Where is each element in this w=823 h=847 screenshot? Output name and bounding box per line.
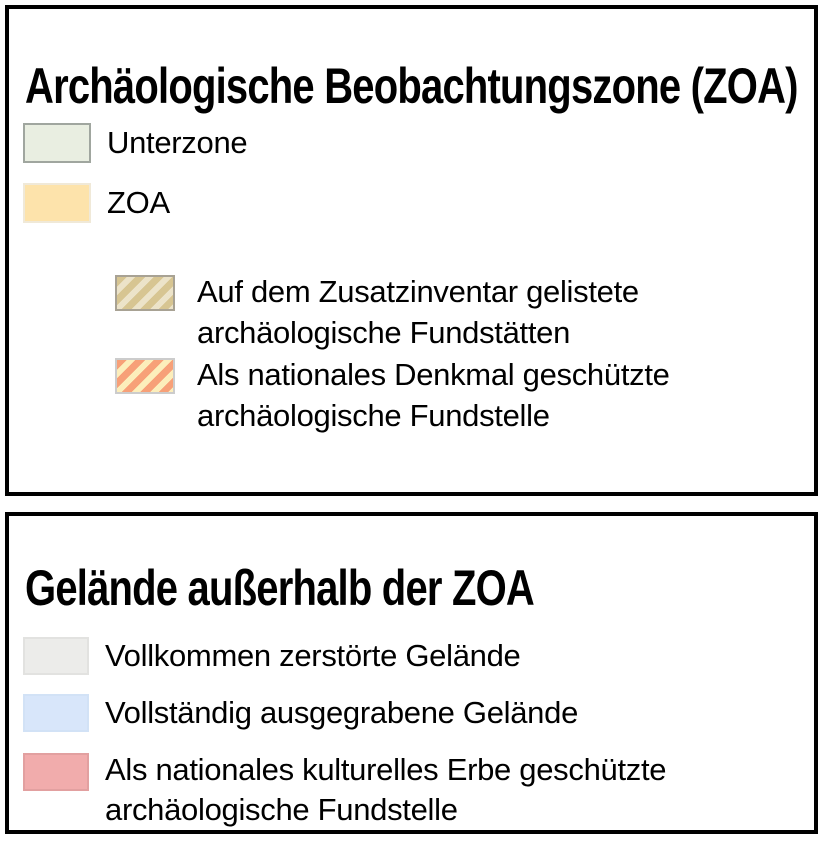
legend-item-label: Auf dem Zusatzinventar gelistete archäologische Fundstätten	[197, 274, 639, 350]
legend-item-denkmal	[115, 358, 814, 436]
legend-item-label: Als nationales kulturelles Erbe geschützte archäologische Fundstelle	[105, 752, 667, 827]
legend-item-kulturerbe	[23, 753, 814, 830]
zoa-swatch	[23, 183, 91, 223]
legend-item-ausgegrabene-gelaende	[23, 693, 814, 733]
legend-item-label: Als nationales Denkmal geschützte archäologische Fundstelle	[197, 357, 670, 433]
ausgegrabene-gelaende-swatch	[23, 694, 89, 732]
unterzone-swatch	[23, 123, 91, 163]
zusatzinventar-hatched-swatch	[115, 275, 175, 311]
kulturerbe-swatch	[23, 753, 89, 791]
zerstoerte-gelaende-swatch	[23, 637, 89, 675]
legend-item-label: ZOA	[107, 185, 170, 220]
legend-item-zusatzinventar	[115, 275, 814, 353]
legend-item-zerstoerte-gelaende	[23, 636, 814, 676]
legend-item-zoa	[23, 183, 814, 223]
legend-item-unterzone	[23, 123, 814, 163]
outside-zoa-legend-panel	[5, 512, 818, 834]
denkmal-hatched-swatch	[115, 358, 175, 394]
legend-item-label: Vollständig ausgegrabene Gelände	[105, 695, 579, 730]
outside-panel-title: Gelände außerhalb der ZOA	[25, 560, 535, 616]
zoa-legend-panel	[5, 5, 818, 496]
legend-item-label: Unterzone	[107, 125, 248, 160]
zoa-panel-title: Archäologische Beobachtungszone (ZOA)	[25, 58, 798, 114]
legend-item-label: Vollkommen zerstörte Gelände	[105, 638, 521, 673]
